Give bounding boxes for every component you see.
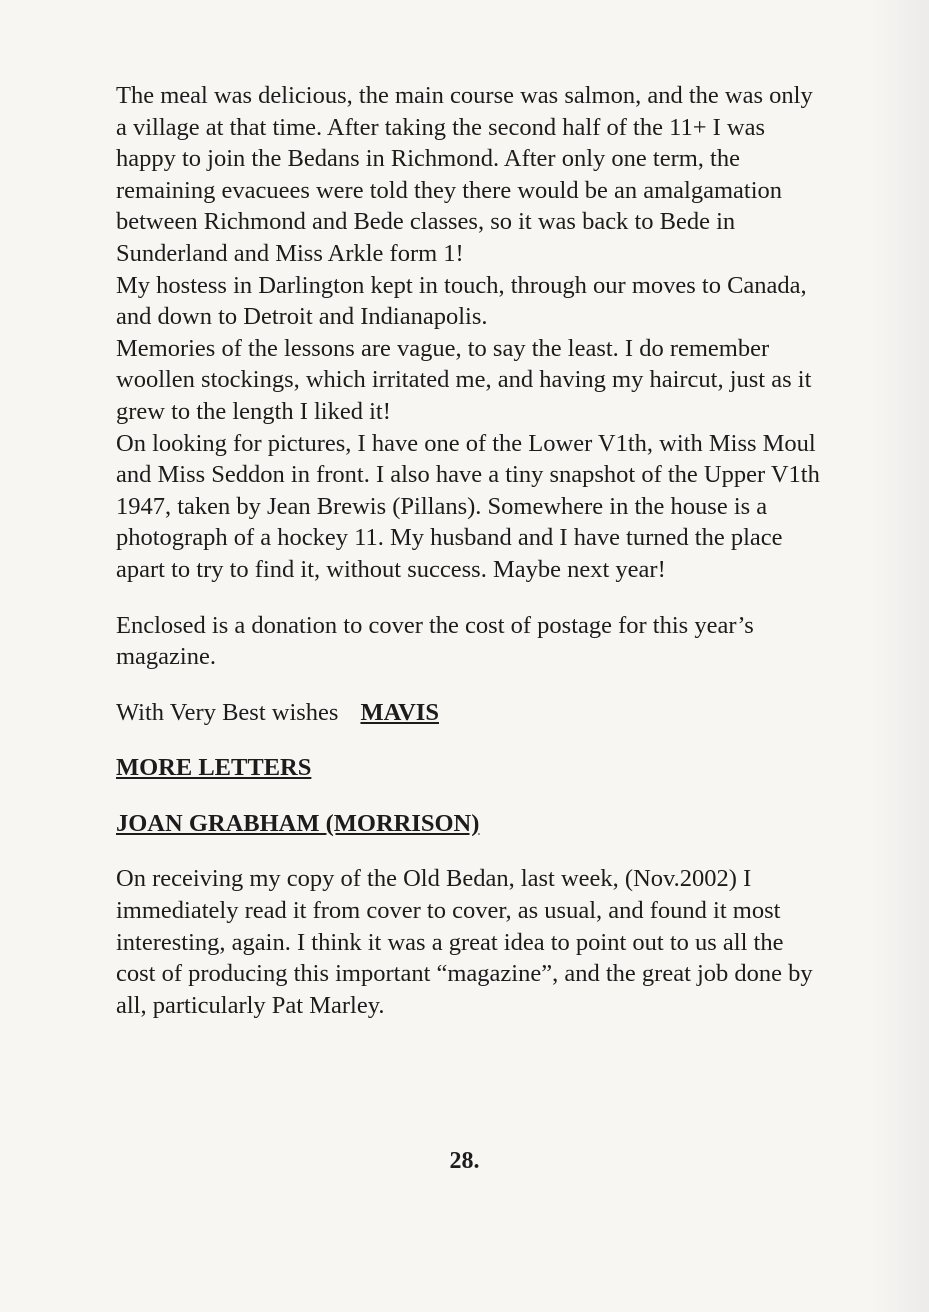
paragraph-letter: On receiving my copy of the Old Bedan, last week, (Nov.2002) I immediately read it from cover to cover, as usual, and found it most interesting, again. I think it was a great idea to point out to us all the cost of producing this important “magazine”, and the great job done by all, particularly Pat Marley.: [116, 865, 813, 1019]
paragraph-memories: Memories of the lessons are vague, to say the least. I do remember woollen stockings, which irritated me, and having my haircut, just as it grew to the length I liked it!: [116, 334, 812, 425]
signoff-text: With Very Best wishes: [116, 698, 339, 726]
spacer: [116, 784, 828, 808]
paragraph-meal: The meal was delicious, the main course was salmon, and the was only a village at that time. After taking the second half of the 11+ I was happy to join the Bedans in Richmond. After only one term, the remaining evacuees were told they there would be an amalgamation between Richmond and Bede classes, so it was back to Bede in Sunderland and Miss Arkle form 1!: [116, 82, 813, 267]
spacer: [116, 728, 828, 752]
page-number: 28.: [449, 1148, 480, 1174]
paragraph-pictures: On looking for pictures, I have one of the Lower V1th, with Miss Moul and Miss Seddon in front. I also have a tiny snapshot of the Upper V1th 1947, taken by Jean Brewis (Pillans). Somewhere in the house is a photograph of a hockey 11. My husband and I have turned the place apart to try to find it, without success. Maybe next year!: [116, 429, 820, 583]
page-edge-shadow: [869, 0, 929, 1312]
section-heading-more-letters: MORE LETTERS: [116, 754, 312, 782]
letter-author-heading: JOAN GRABHAM (MORRISON): [116, 809, 480, 837]
signoff-line: [116, 697, 828, 729]
spacer: [116, 586, 828, 610]
page-content: [116, 80, 828, 1021]
spacer: [116, 673, 828, 697]
spacer: [116, 839, 828, 863]
paragraph-donation: Enclosed is a donation to cover the cost of postage for this year’s magazine.: [116, 611, 754, 671]
paragraph-hostess: My hostess in Darlington kept in touch, through our moves to Canada, and down to Detroit and Indianapolis.: [116, 271, 807, 331]
signoff-name: MAVIS: [360, 698, 439, 726]
